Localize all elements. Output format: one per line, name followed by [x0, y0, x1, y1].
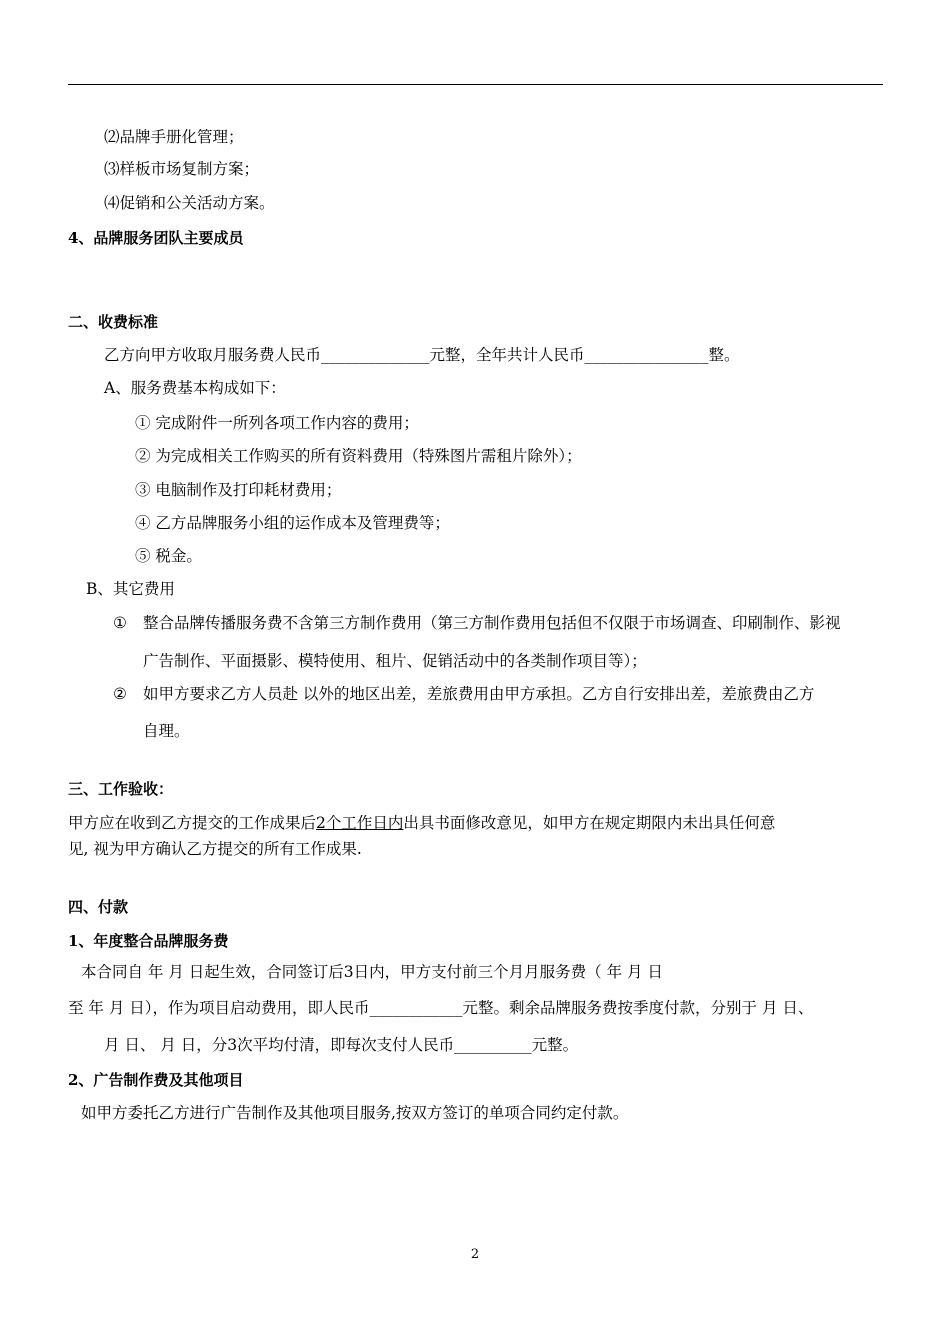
- fees-b2-number: ②: [113, 685, 127, 703]
- fees-a-item: ⑤ 税金。: [135, 547, 202, 565]
- payment-text: 本合同自 年 月 日起生效，合同签订后3日内，甲方支付前三个月月服务费（ 年 月 日: [81, 963, 663, 981]
- acceptance-heading: 三、工作验收：: [68, 780, 174, 798]
- fees-line: 乙方向甲方收取月服务费人民币______________元整，全年共计人民币________________整。: [104, 346, 740, 364]
- payment-text: 月 日、 月 日，分3次平均付清，即每次支付人民币__________元整。: [104, 1036, 579, 1054]
- list-item: ⑷促销和公关活动方案。: [104, 194, 275, 212]
- page-number: 2: [470, 1247, 480, 1262]
- fees-a-title: A、服务费基本构成如下：: [104, 379, 286, 397]
- fees-b1-text: 广告制作、平面摄影、模特使用、租片、促销活动中的各类制作项目等）；: [143, 652, 647, 670]
- list-item: ⑶样板市场复制方案；: [104, 160, 260, 178]
- fees-a-item: ② 为完成相关工作购买的所有资料费用（特殊图片需租片除外）；: [135, 447, 582, 465]
- payment-text: 如甲方委托乙方进行广告制作及其他项目服务,按双方签订的单项合同约定付款。: [81, 1104, 629, 1122]
- fees-b2-text: 自理。: [143, 722, 190, 740]
- payment-text: 至 年 月 日），作为项目启动费用，即人民币____________元整。剩余品牌服务费按季度付款，分别于 月 日、: [68, 999, 814, 1017]
- fees-b-title: B、其它费用: [86, 580, 175, 598]
- fees-a-item: ④ 乙方品牌服务小组的运作成本及管理费等；: [135, 514, 450, 532]
- fees-b2-text: 如甲方要求乙方人员赴 以外的地区出差，差旅费用由甲方承担。乙方自行安排出差，差旅费由乙方: [143, 685, 815, 703]
- fees-heading: 二、收费标准: [68, 313, 159, 331]
- payment-subheading: 2、广告制作费及其他项目: [68, 1071, 244, 1089]
- acceptance-line: [68, 813, 775, 833]
- fees-a-item: ③ 电脑制作及打印耗材费用；: [135, 481, 342, 499]
- fees-a-item: ① 完成附件一所列各项工作内容的费用；: [135, 414, 419, 432]
- acceptance-deadline: 2个工作日内: [316, 814, 404, 832]
- acceptance-text: 出具书面修改意见，如甲方在规定期限内未出具任何意: [403, 814, 776, 832]
- fees-b1-text: 整合品牌传播服务费不含第三方制作费用（第三方制作费用包括但不仅限于市场调查、印刷制作、影视: [143, 614, 841, 632]
- acceptance-line: 见, 视为甲方确认乙方提交的所有工作成果.: [68, 840, 362, 858]
- payment-heading: 四、付款: [68, 898, 129, 916]
- payment-subheading: 1、年度整合品牌服务费: [68, 932, 229, 950]
- acceptance-text: 甲方应在收到乙方提交的工作成果后: [68, 814, 317, 832]
- section-heading: 4、品牌服务团队主要成员: [68, 229, 244, 247]
- list-item: ⑵品牌手册化管理；: [104, 128, 244, 146]
- fees-b1-number: ①: [113, 614, 127, 632]
- header-rule: [68, 84, 883, 85]
